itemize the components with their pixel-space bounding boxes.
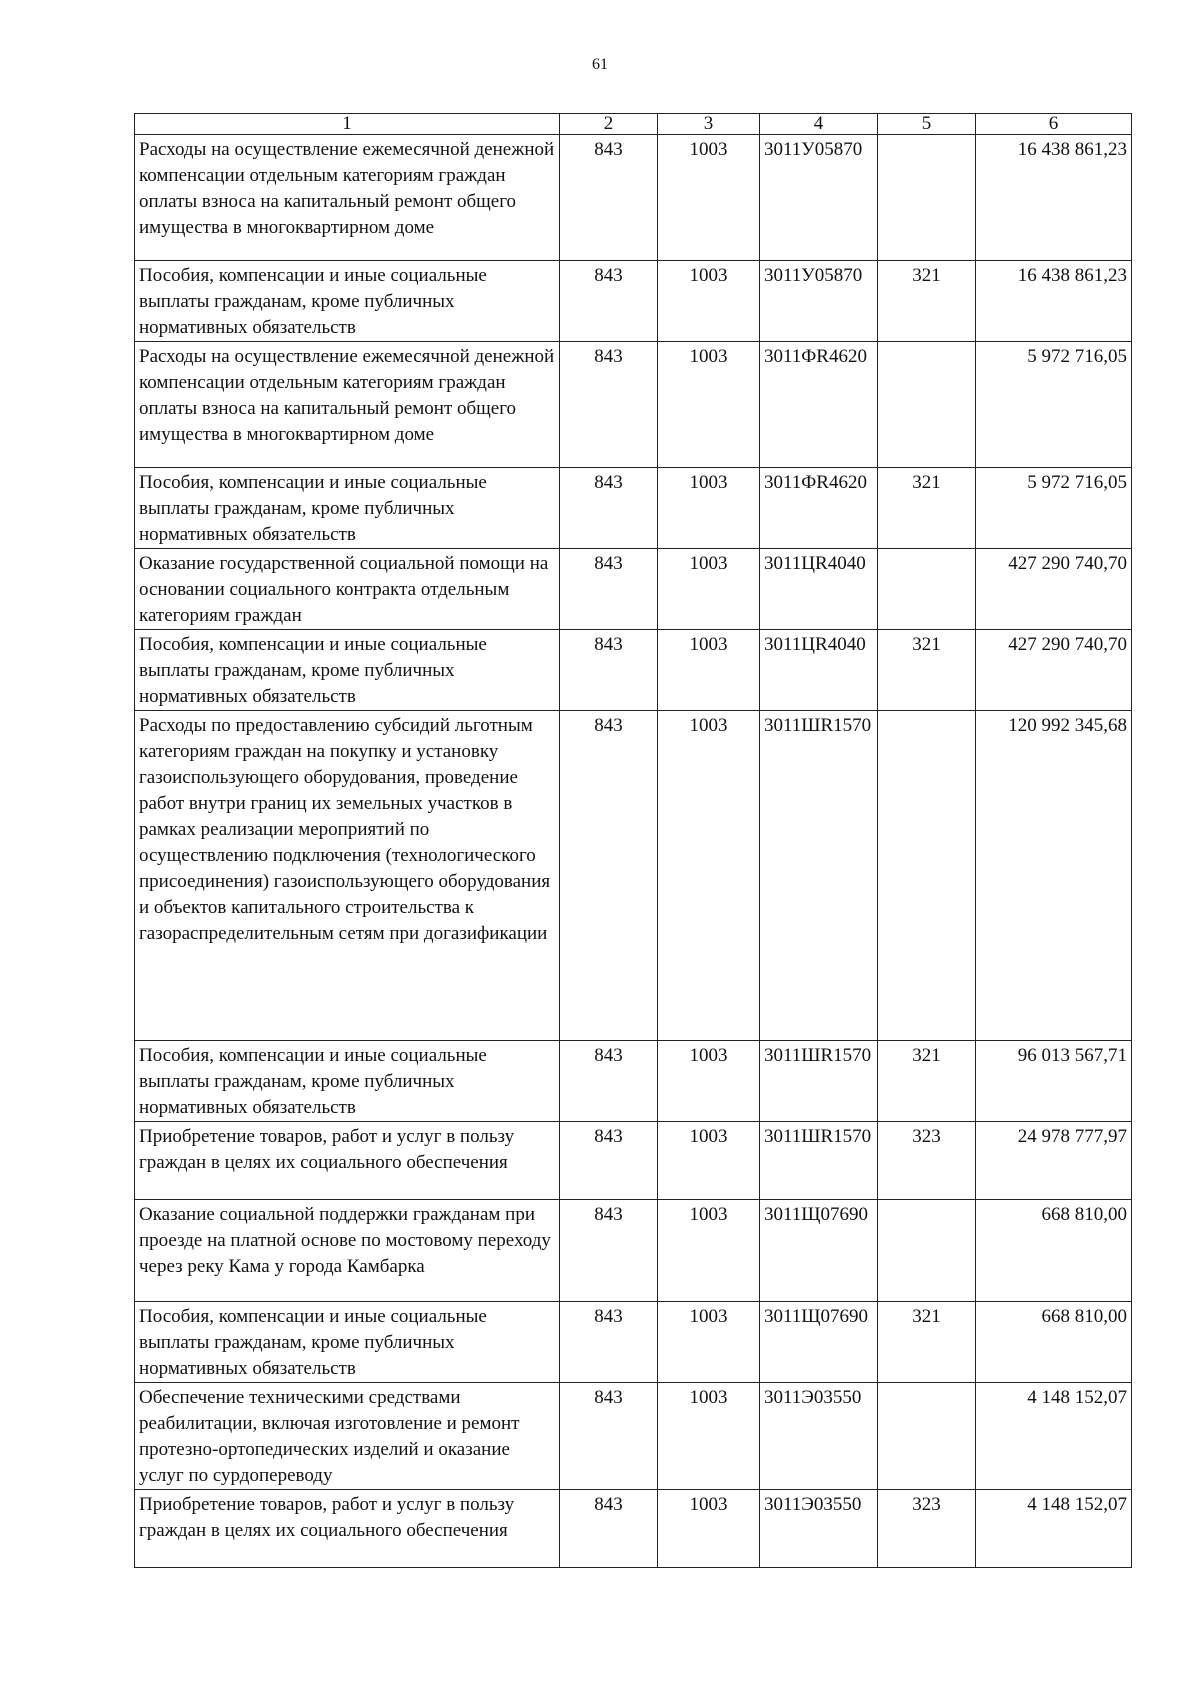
- header-col-2: 2: [560, 114, 658, 135]
- row-code: 3011ФR4620: [760, 468, 878, 549]
- row-col-2: 843: [560, 261, 658, 342]
- table-row: [135, 1383, 1132, 1490]
- row-col-3: 1003: [658, 1200, 760, 1302]
- row-col-3: 1003: [658, 630, 760, 711]
- row-col-2: 843: [560, 549, 658, 630]
- table-row: [135, 630, 1132, 711]
- row-amount: 4 148 152,07: [976, 1490, 1132, 1568]
- header-col-5: 5: [878, 114, 976, 135]
- header-row: [135, 114, 1132, 135]
- table-row: [135, 1200, 1132, 1302]
- row-code: 3011ШR1570: [760, 711, 878, 1041]
- row-amount: 5 972 716,05: [976, 468, 1132, 549]
- row-code: 3011ЦR4040: [760, 549, 878, 630]
- row-col-5: [878, 135, 976, 261]
- row-col-3: 1003: [658, 261, 760, 342]
- row-description: Расходы на осуществление ежемесячной денежной компенсации отдельным категориям граждан оплаты взноса на капитальный ремонт общего имущества в многоквартирном доме: [135, 135, 560, 261]
- row-code: 3011ШR1570: [760, 1041, 878, 1122]
- row-col-5: [878, 1200, 976, 1302]
- row-code: 3011Э03550: [760, 1383, 878, 1490]
- row-description: Пособия, компенсации и иные социальные выплаты гражданам, кроме публичных нормативных обязательств: [135, 261, 560, 342]
- row-description: Оказание социальной поддержки гражданам при проезде на платной основе по мостовому переходу через реку Кама у города Камбарка: [135, 1200, 560, 1302]
- row-code: 3011У05870: [760, 261, 878, 342]
- row-description: Расходы по предоставлению субсидий льготным категориям граждан на покупку и установку газоиспользующего оборудования, проведение работ внутри границ их земельных участков в рамках реализации мероприятий по осуществлению подключения (технологического присоединения) газоиспользующего оборудования и объектов капитального строительства к газораспределительным сетям при догазификации: [135, 711, 560, 1041]
- row-col-3: 1003: [658, 1302, 760, 1383]
- budget-table: [134, 113, 1132, 1568]
- table-row: [135, 711, 1132, 1041]
- row-description: Расходы на осуществление ежемесячной денежной компенсации отдельным категориям граждан оплаты взноса на капитальный ремонт общего имущества в многоквартирном доме: [135, 342, 560, 468]
- table-row: [135, 1490, 1132, 1568]
- row-col-5: 321: [878, 1041, 976, 1122]
- row-description: Приобретение товаров, работ и услуг в пользу граждан в целях их социального обеспечения: [135, 1490, 560, 1568]
- row-col-2: 843: [560, 468, 658, 549]
- row-amount: 96 013 567,71: [976, 1041, 1132, 1122]
- row-col-2: 843: [560, 1490, 658, 1568]
- row-code: 3011Щ07690: [760, 1200, 878, 1302]
- row-description: Приобретение товаров, работ и услуг в пользу граждан в целях их социального обеспечения: [135, 1122, 560, 1200]
- row-col-5: 321: [878, 630, 976, 711]
- table-row: [135, 1302, 1132, 1383]
- row-col-5: 321: [878, 468, 976, 549]
- table-row: [135, 468, 1132, 549]
- row-col-2: 843: [560, 1302, 658, 1383]
- header-col-3: 3: [658, 114, 760, 135]
- row-col-5: [878, 711, 976, 1041]
- row-code: 3011У05870: [760, 135, 878, 261]
- row-col-2: 843: [560, 135, 658, 261]
- row-amount: 668 810,00: [976, 1200, 1132, 1302]
- header-col-4: 4: [760, 114, 878, 135]
- row-code: 3011Э03550: [760, 1490, 878, 1568]
- row-description: Обеспечение техническими средствами реабилитации, включая изготовление и ремонт протезно-ортопедических изделий и оказание услуг по сурдопереводу: [135, 1383, 560, 1490]
- row-amount: 16 438 861,23: [976, 135, 1132, 261]
- row-col-2: 843: [560, 711, 658, 1041]
- row-col-5: 323: [878, 1490, 976, 1568]
- table-row: [135, 1041, 1132, 1122]
- row-col-3: 1003: [658, 1122, 760, 1200]
- row-amount: 4 148 152,07: [976, 1383, 1132, 1490]
- row-code: 3011Щ07690: [760, 1302, 878, 1383]
- row-col-3: 1003: [658, 468, 760, 549]
- row-amount: 16 438 861,23: [976, 261, 1132, 342]
- table-row: [135, 1122, 1132, 1200]
- row-description: Пособия, компенсации и иные социальные выплаты гражданам, кроме публичных нормативных обязательств: [135, 468, 560, 549]
- row-col-5: 321: [878, 1302, 976, 1383]
- row-col-2: 843: [560, 1383, 658, 1490]
- row-col-2: 843: [560, 1122, 658, 1200]
- row-col-2: 843: [560, 630, 658, 711]
- table-row: [135, 549, 1132, 630]
- table-row: [135, 342, 1132, 468]
- row-col-5: [878, 549, 976, 630]
- row-description: Пособия, компенсации и иные социальные выплаты гражданам, кроме публичных нормативных обязательств: [135, 1302, 560, 1383]
- row-amount: 120 992 345,68: [976, 711, 1132, 1041]
- row-description: Пособия, компенсации и иные социальные выплаты гражданам, кроме публичных нормативных обязательств: [135, 630, 560, 711]
- header-col-1: 1: [135, 114, 560, 135]
- row-col-3: 1003: [658, 1383, 760, 1490]
- table-row: [135, 261, 1132, 342]
- row-col-5: [878, 342, 976, 468]
- row-col-5: 321: [878, 261, 976, 342]
- row-amount: 668 810,00: [976, 1302, 1132, 1383]
- row-amount: 24 978 777,97: [976, 1122, 1132, 1200]
- row-col-3: 1003: [658, 549, 760, 630]
- row-col-3: 1003: [658, 1490, 760, 1568]
- row-col-3: 1003: [658, 1041, 760, 1122]
- row-code: 3011ЦR4040: [760, 630, 878, 711]
- row-description: Пособия, компенсации и иные социальные выплаты гражданам, кроме публичных нормативных обязательств: [135, 1041, 560, 1122]
- row-col-5: 323: [878, 1122, 976, 1200]
- row-col-2: 843: [560, 342, 658, 468]
- table-row: [135, 135, 1132, 261]
- row-code: 3011ФR4620: [760, 342, 878, 468]
- row-col-5: [878, 1383, 976, 1490]
- row-description: Оказание государственной социальной помощи на основании социального контракта отдельным категориям граждан: [135, 549, 560, 630]
- row-amount: 5 972 716,05: [976, 342, 1132, 468]
- row-col-3: 1003: [658, 135, 760, 261]
- row-amount: 427 290 740,70: [976, 630, 1132, 711]
- row-col-3: 1003: [658, 711, 760, 1041]
- row-col-2: 843: [560, 1041, 658, 1122]
- row-amount: 427 290 740,70: [976, 549, 1132, 630]
- page-number: 61: [592, 56, 608, 73]
- row-code: 3011ШR1570: [760, 1122, 878, 1200]
- row-col-3: 1003: [658, 342, 760, 468]
- row-col-2: 843: [560, 1200, 658, 1302]
- header-col-6: 6: [976, 114, 1132, 135]
